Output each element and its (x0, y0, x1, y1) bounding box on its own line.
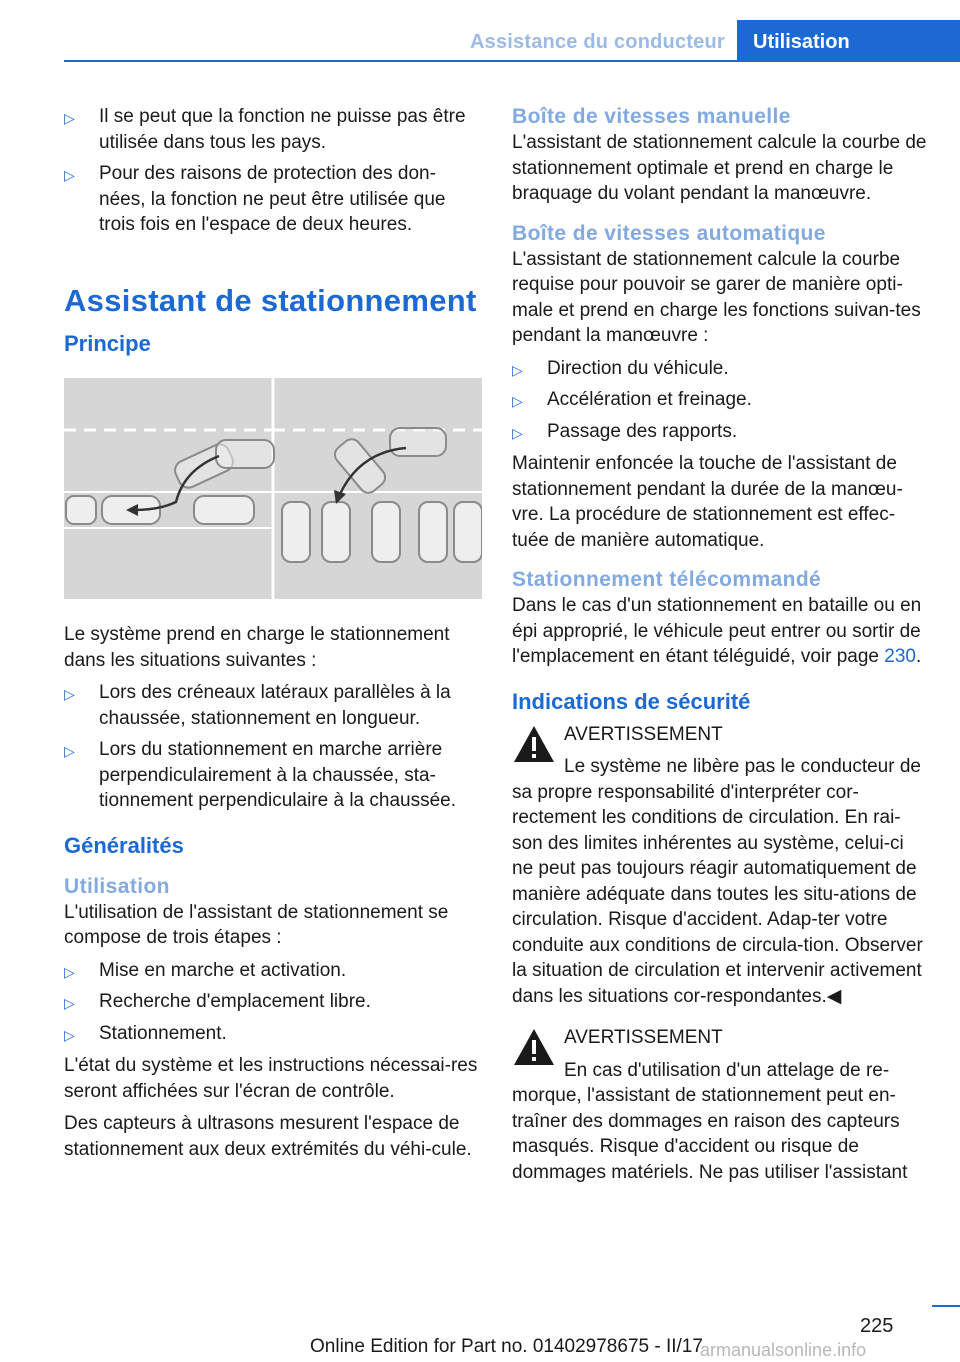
page-number: 225 (860, 1315, 894, 1337)
bullet-triangle-icon: ▷ (64, 743, 75, 759)
list-item: ▷ Passage des rapports. (512, 419, 930, 445)
list-item: ▷ Mise en marche et activation. (64, 958, 482, 984)
warning-triangle-icon (512, 1027, 556, 1067)
watermark: armanualsonline.info (700, 1340, 867, 1360)
automatique-text: L'assistant de stationnement calcule la courbe requise pour pouvoir se garer de manière opti‐male et prend en charge les fonctions suivan‐tes pendant la manœuvre : (512, 248, 921, 346)
right-column (512, 104, 930, 1193)
warning-title: AVERTISSEMENT (564, 723, 723, 745)
bullet-triangle-icon: ▷ (64, 110, 75, 126)
bullet-triangle-icon: ▷ (512, 424, 523, 441)
left-column (64, 104, 482, 1169)
maintenir-text: Maintenir enfoncée la touche de l'assistant de stationnement pendant la durée de la manœu‐vre. La procédure de stationnement est effec‐tuée de manière automatique. (512, 453, 903, 551)
securite-heading: Indications de sécurité (512, 688, 751, 714)
list-item: ▷ Recherche d'emplacement libre. (64, 989, 482, 1015)
manuelle-text: L'assistant de stationnement calcule la courbe de stationnement optimale et prend en charge le braquage du volant pendant la manœuvre. (512, 132, 927, 204)
telecommande-heading: Stationnement télécommandé (512, 568, 822, 591)
principe-bullet-list (64, 680, 482, 814)
utilisation-bullet-list (64, 958, 482, 1047)
automatique-bullet-list (512, 356, 930, 445)
footer-rule (932, 1305, 960, 1307)
warning-text: En cas d'utilisation d'un attelage de re‐morque, l'assistant de stationnement peut en‐traîner des dommages en raison des capteurs masqués. Risque d'accident ou risque de dommages matériels. Ne pas utiliser l'assistant (512, 1059, 908, 1183)
header-tab-utilisation[interactable]: Utilisation (737, 20, 960, 62)
bullet-triangle-icon: ▷ (512, 393, 523, 409)
list-item: ▷ Accélération et freinage. (512, 387, 930, 413)
principe-heading: Principe (64, 330, 151, 356)
utilisation-heading: Utilisation (64, 874, 170, 898)
automatique-heading: Boîte de vitesses automatique (512, 221, 826, 245)
manuelle-heading: Boîte de vitesses manuelle (512, 105, 791, 128)
section-title: Assistant de stationnement (64, 282, 477, 318)
warning-block (512, 1025, 930, 1185)
bullet-triangle-icon: ▷ (64, 1026, 75, 1043)
list-item: ▷ Stationnement. (64, 1021, 482, 1047)
generalites-heading: Généralités (64, 832, 184, 858)
bullet-triangle-icon: ▷ (64, 963, 75, 980)
intro-bullet-list (64, 104, 482, 238)
list-item: ▷ Lors des créneaux latéraux parallèles à la chaussée, stationnement en longueur. (64, 682, 451, 729)
bullet-triangle-icon: ▷ (512, 361, 523, 378)
warning-text: Le système ne libère pas le conducteur de sa propre responsabilité d'interpréter cor‐rectement les conditions de circulation. En rai‐son des limites inhérentes au système, celui-ci ne peut pas toujours réagir automatiquement de manière adéquate dans toutes les situ‐ations de circulation. Risque d'accident. Adap‐ter votre conduite aux conditions de circula‐tion. Observer la situation de circulation et intervenir activement dans les situations cor‐respondantes.◀ (512, 756, 923, 1007)
list-item: ▷ Direction du véhicule. (512, 356, 930, 382)
bullet-triangle-icon: ▷ (64, 686, 75, 702)
utilisation-text: L'utilisation de l'assistant de stationnement se compose de trois étapes : (64, 901, 449, 948)
capteurs-text: Des capteurs à ultrasons mesurent l'espace de stationnement aux deux extrémités du véhi‐cule. (64, 1113, 472, 1160)
header-rule (64, 60, 960, 62)
edition-footer: Online Edition for Part no. 01402978675 - II/17 (310, 1336, 703, 1357)
telecommande-text: Dans le cas d'un stationnement en bataille ou en épi approprié, le véhicule peut entrer ou sortir de l'emplacement en étant téléguidé, voir page 230. (512, 595, 922, 667)
principe-text: Le système prend en charge le stationnement dans les situations suivantes : (64, 624, 450, 671)
parking-illustration (64, 378, 482, 599)
warning-title: AVERTISSEMENT (564, 1027, 723, 1048)
warning-block (512, 722, 930, 1010)
warning-triangle-icon (512, 724, 556, 764)
list-item: ▷ Lors du stationnement en marche arrière perpendiculairement à la chaussée, sta‐tionnement perpendiculaire à la chaussée. (64, 739, 457, 811)
list-item: ▷ Pour des raisons de protection des don‐nées, la fonction ne peut être utilisée que trois fois en l'espace de deux heures. (64, 163, 446, 235)
list-item: ▷ Il se peut que la fonction ne puisse pas être utilisée dans tous les pays. (64, 106, 466, 153)
page-link[interactable]: 230 (884, 646, 916, 667)
bullet-triangle-icon: ▷ (64, 167, 75, 183)
bullet-triangle-icon: ▷ (64, 995, 75, 1011)
etat-text: L'état du système et les instructions nécessai‐res seront affichées sur l'écran de contrôle. (64, 1055, 478, 1102)
header-section-title: Assistance du conducteur (470, 31, 725, 53)
